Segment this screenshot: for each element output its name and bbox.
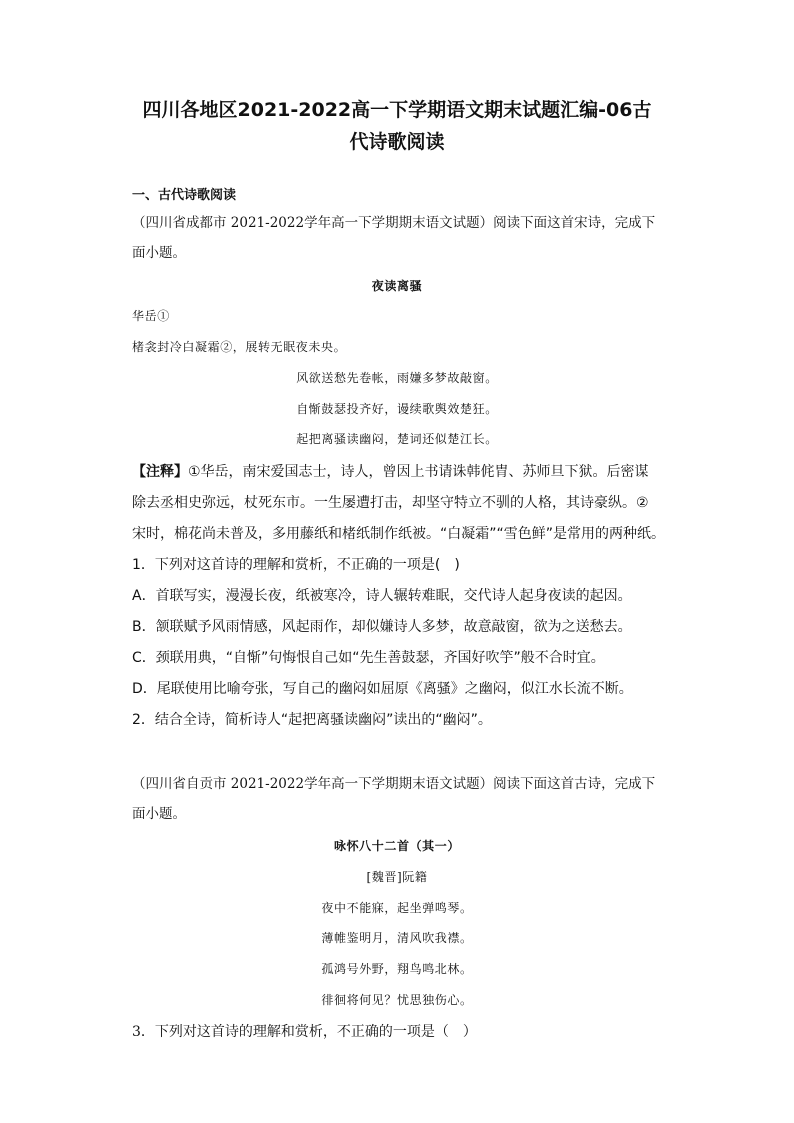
note-label: 【注释】: [132, 464, 188, 480]
question-1-option-c: C．颈联用典，“自惭”句悔恨自己如“先生善鼓瑟，齐国好吹竽”般不合时宜。: [132, 650, 605, 666]
poem-2-author: [魏晋]阮籍: [366, 870, 428, 884]
poem-1-line: 起把离骚读幽闷，楚词还似楚江长。: [296, 432, 498, 446]
poem-2-line: 孤鸿号外野，翔鸟鸣北林。: [321, 962, 473, 976]
note-line-1: [132, 462, 649, 482]
document-title-line-1: 四川各地区2021-2022高一下学期语文期末试题汇编-06古: [142, 99, 652, 121]
poem-2-line: 徘徊将何见？忧思独伤心。: [321, 993, 473, 1007]
poem-2-title: 咏怀八十二首（其一）: [333, 839, 460, 853]
intro-1-line-1: （四川省成都市 2021-2022学年高一下学期期末语文试题）阅读下面这首宋诗，完成下: [132, 215, 656, 231]
question-1-stem: 1．下列对这首诗的理解和赏析，不正确的一项是( ): [132, 557, 460, 573]
note-text: ①华岳，南宋爱国志士，诗人，曾因上书请诛韩侂胄、苏师旦下狱。后密谋: [188, 464, 649, 480]
document-title-line-2: [120, 128, 674, 156]
intro-2-line-1: （四川省自贡市 2021-2022学年高一下学期期末语文试题）阅读下面这首古诗，完成下: [132, 776, 656, 792]
poem-2-line: 薄帷鉴明月，清风吹我襟。: [321, 931, 473, 945]
poem-1-author: 华岳①: [132, 309, 170, 323]
note-line-2: 除去丞相史弥远，杖死东市。一生屡遭打击，却坚守特立不驯的人格，其诗豪纵。②: [132, 495, 649, 511]
question-3-stem: 3．下列对这首诗的理解和赏析，不正确的一项是（ ）: [132, 1024, 477, 1040]
question-1-option-a: A．首联写实，漫漫长夜，纸被寒冷，诗人辗转难眠，交代诗人起身夜读的起因。: [132, 588, 632, 604]
note-line-3: 宋时，棉花尚未普及，多用藤纸和楮纸制作纸被。“白凝霜”“雪色鲜”是常用的两种纸。: [132, 526, 666, 542]
question-1-option-d: D．尾联使用比喻夸张，写自己的幽闷如屈原《离骚》之幽闷，似江水长流不断。: [132, 681, 633, 697]
question-1-option-b: B．颔联赋予风雨情感，风起雨作，却似嫌诗人多梦，故意敲窗，欲为之送愁去。: [132, 619, 632, 635]
poem-1-title: 夜读离骚: [371, 279, 423, 293]
poem-1-line: 风欲送愁先卷帐，雨嫌多梦故敲窗。: [296, 371, 498, 385]
poem-1-line: 楮衾封冷白凝霜②，展转无眠夜未央。: [132, 340, 347, 354]
question-2: 2．结合全诗，简析诗人“起把离骚读幽闷”读出的“幽闷”。: [132, 712, 492, 728]
intro-2-line-2: 面小题。: [132, 806, 186, 822]
poem-2-line: 夜中不能寐，起坐弹鸣琴。: [321, 901, 473, 915]
poem-1-line: 自惭鼓瑟投齐好，谩续歌舆效楚狂。: [296, 402, 498, 416]
intro-1-line-2: 面小题。: [132, 245, 186, 261]
document-title-line-2-text: 代诗歌阅读: [349, 131, 445, 153]
section-heading: 一、古代诗歌阅读: [132, 188, 237, 203]
